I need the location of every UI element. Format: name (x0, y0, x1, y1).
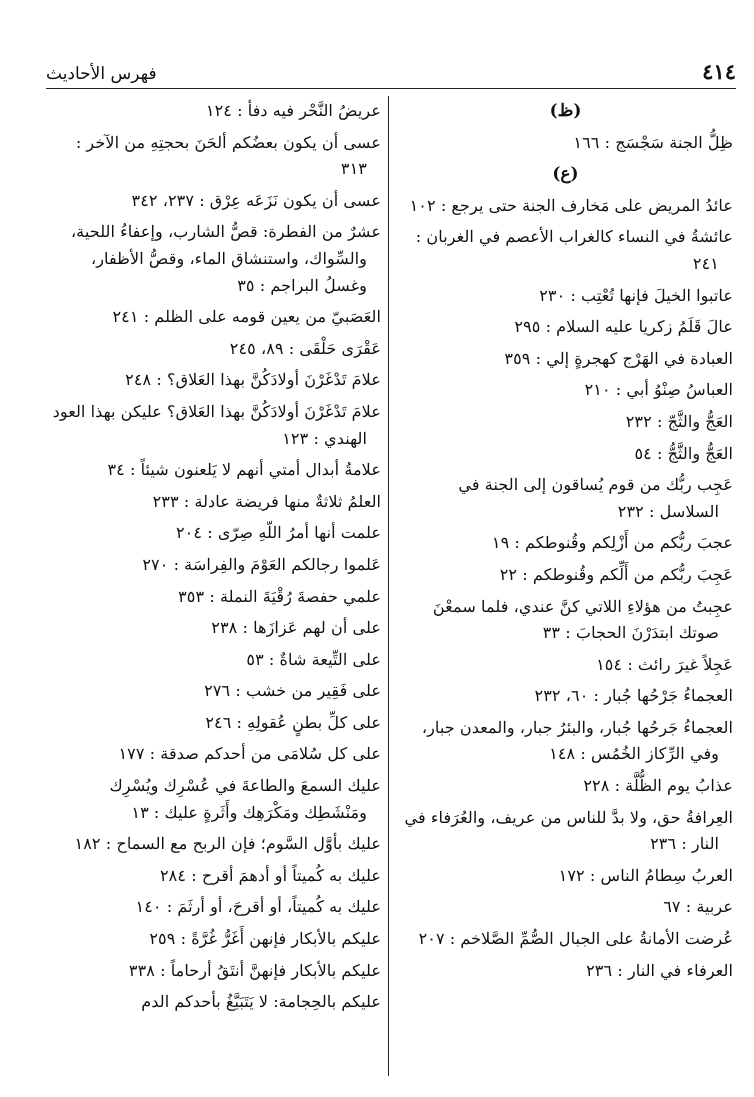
hadith-entry: العباسُ صِنْوُ أبي : ٢١٠ (584, 380, 733, 400)
letter-heading: (ظ) (549, 101, 582, 121)
page-number: ٤١٤ (702, 59, 736, 84)
hadith-entry: على التِّيعة شاةٌ : ٥٣ (246, 649, 381, 669)
hadith-entry: على كلِّ بطنٍ عُقولِهِ : ٢٤٦ (205, 712, 381, 732)
hadith-entry: العَصَبيّ من يعين قومه على الظلم : ٢٤١ (112, 307, 381, 327)
hadith-entry: عذابُ يوم الظُّلَّة : ٢٢٨ (583, 776, 733, 796)
hadith-entry: علامةُ أبدال أمتي أنهم لا يَلعنون شيئاً : ٣٤ (107, 460, 381, 480)
hadith-entry: العجماءُ جَرحُها جُبار، والبئرُ جبار، والمعدن جبار، وفي الرِّكاز الخُمُس : ١٤٨ (421, 717, 733, 764)
column-divider (388, 96, 389, 1076)
hadith-entry: عجِبتُ من هؤلاءِ اللاتي كنَّ عندي، فلما سمعْنَ صوتك ابتدَرْنَ الحجابَ : ٣٣ (432, 596, 733, 643)
hadith-entry: عليك السمعَ والطاعةَ في عُسْرِك ويُسْرِك ومَنْشَطِك ومَكْرَهِك وأَثَرةٍ عليك : ١٣ (109, 776, 381, 822)
hadith-entry: ظِلُّ الجنة سَجْسَج : ١٦٦ (573, 132, 733, 152)
hadith-entry: عاتبوا الخيلَ فإنها تُعْتِب : ٢٣٠ (539, 285, 733, 305)
hadith-entry: العجماءُ جَرْحُها جُبار : ٦٠، ٢٣٢ (534, 686, 733, 706)
hadith-entry: عالَ قَلَمُ زكريا عليه السلام : ٢٩٥ (514, 317, 733, 337)
hadith-entry: العرفاء في النار : ٢٣٦ (586, 960, 733, 980)
hadith-entry: عليكم بالحِجامة: لا يَتَبَيَّغُ بأحدكم الدم (141, 992, 381, 1012)
hadith-entry: العِرافةُ حق، ولا بدَّ للناس من عريف، والعُرَفاء في النار : ٢٣٦ (404, 807, 733, 854)
hadith-entry: عليك به كُميتاً أو أدهمَ أقرح : ٢٨٤ (159, 865, 381, 885)
hadith-entry: العبادة في الهَرْج كهجرةٍ إلي : ٣٥٩ (504, 348, 733, 368)
hadith-entry: عليك بأوَّل السَّوم؛ فإن الربح مع السماح : ١٨٢ (74, 834, 381, 854)
hadith-entry: العربُ سِطامُ الناس : ١٧٢ (558, 865, 733, 885)
hadith-entry: العَجُّ والثَّجّ : ٢٣٢ (625, 411, 733, 431)
running-title: فهرس الأحاديث (46, 64, 157, 84)
hadith-entry: عسى أن يكون نَزَعَه عِرْق : ٢٣٧، ٣٤٢ (131, 190, 381, 210)
hadith-entry: علمي حفصةَ رُقْيَةَ النملة : ٣٥٣ (178, 586, 381, 606)
hadith-entry: علامَ تَدْغَرْنَ أولادَكُنَّ بهذا العَلاق؟ عليكن بهذا العود الهندي : ١٢٣ (52, 401, 381, 448)
hadith-entry: العلمُ ثلاثةٌ منها فريضة عادلة : ٢٣٣ (152, 491, 381, 511)
page-header (46, 56, 736, 84)
hadith-entry: عليكم بالأبكار فإنهنَّ أنتَقُ أرحاماً : ٣٣٨ (128, 960, 381, 980)
hadith-entry: عائدُ المريض على مَخارف الجنة حتى يرجع : ١٠٢ (409, 195, 733, 215)
hadith-entry: عائشةُ في النساء كالغراب الأعصم في الغربان : ٢٤١ (415, 227, 733, 273)
right-column (398, 98, 733, 989)
hadith-entry: على أن لهم عَزازَها : ٢٣٨ (211, 618, 381, 638)
hadith-entry: عربية : ٦٧ (663, 897, 733, 917)
hadith-entry: عشرٌ من الفطرة: قصُّ الشارب، وإعفاءُ اللحية، والسِّواك، واستنشاق الماء، وقصُّ الأظفار، وغسلُ البراجم : ٣٥ (70, 222, 381, 295)
hadith-entry: علمت أنها أمرُ اللّهِ صِرّى : ٢٠٤ (175, 523, 381, 543)
hadith-entry: العَجُّ والثَّجُّ : ٥٤ (634, 443, 733, 463)
hadith-entry: عَلموا رجالكم العَوْمَ والفِراسَة : ٢٧٠ (142, 554, 381, 574)
header-rule (46, 88, 736, 89)
hadith-entry: عَقْرَى حَلْقَى : ٨٩، ٢٤٥ (229, 338, 381, 358)
hadith-entry: عجبَ ربُّكم من أَزْلِكم وقُنوطكم : ١٩ (491, 533, 733, 553)
hadith-entry: عَجِبَ ربُّكم من أَلِّكم وقُنوطكم : ٢٢ (499, 564, 733, 584)
hadith-entry: عسى أن يكون بعضُكم ألحَنَ بحجتِهِ من الآخر : ٣١٣ (75, 132, 381, 179)
hadith-entry: عليك به كُميتاً، أو أقرحَ، أو أرثَمَ : ١٤٠ (135, 897, 381, 917)
left-column (46, 98, 381, 1021)
hadith-entry: عريضُ النَّحْر فيه دفأ : ١٢٤ (205, 101, 381, 120)
hadith-entry: عُرضت الأمانةُ على الجبال الصُّمِّ الصَّلاخم : ٢٠٧ (418, 929, 733, 949)
hadith-entry: عليكم بالأبكار فإنهن أَغَرُّ غُرَّةً : ٢٥٩ (149, 929, 381, 949)
hadith-entry: عَجِلاً غيرَ رائث : ١٥٤ (596, 654, 733, 674)
hadith-entry: عَجِب ربُّك من قوم يُساقون إلى الجنة في السلاسل : ٢٣٢ (458, 475, 733, 521)
hadith-entry: على فَقِير من خشب : ٢٧٦ (204, 681, 381, 701)
hadith-entry: علامَ تَدْغَرْنَ أولادَكُنَّ بهذا العَلاق؟ : ٢٤٨ (125, 370, 381, 390)
letter-heading: (ع) (552, 164, 579, 185)
hadith-entry: على كل سُلامَى من أحدكم صدقة : ١٧٧ (118, 744, 381, 764)
